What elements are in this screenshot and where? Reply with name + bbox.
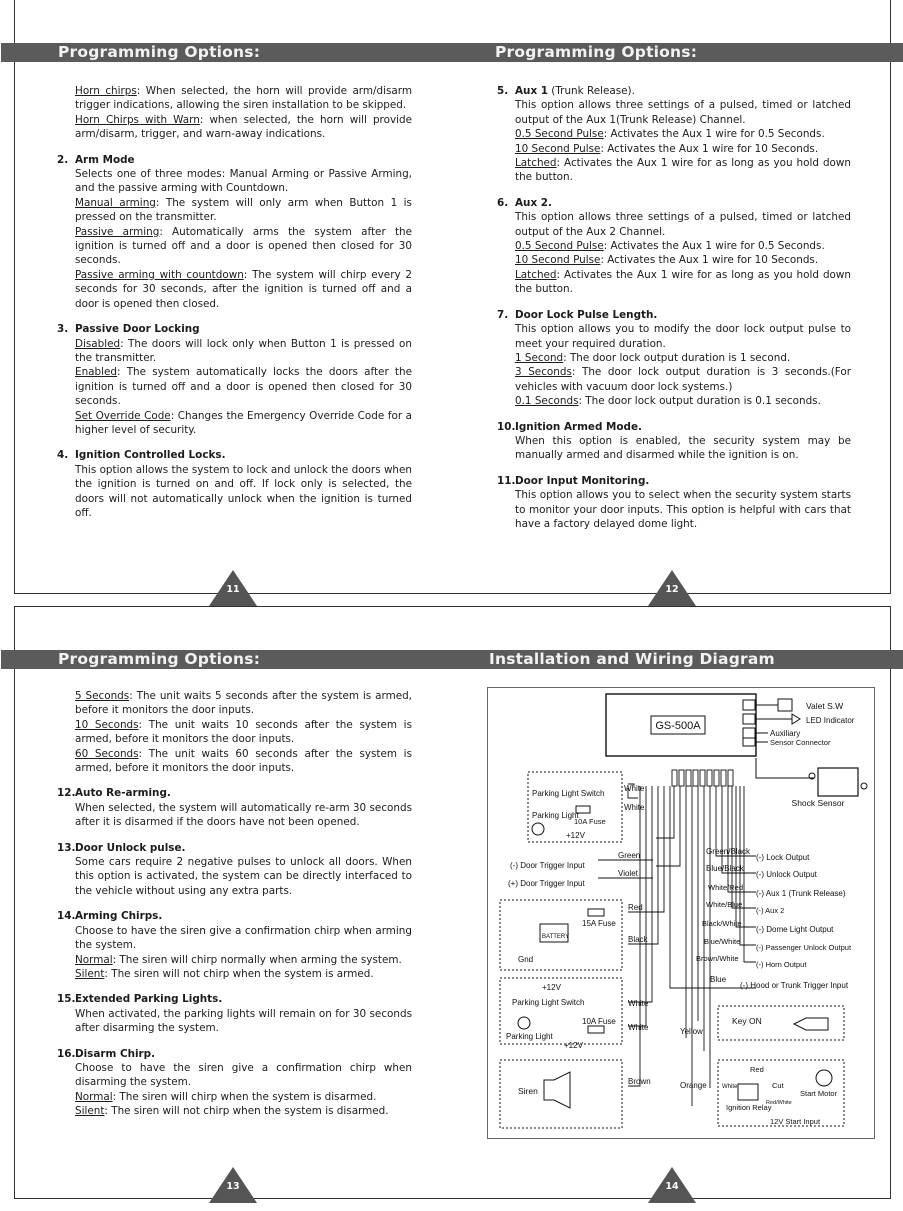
option-label: Enabled: [75, 366, 117, 379]
option-text: : Changes the Emergency Override Code for a higher level of security.: [75, 409, 412, 436]
page12-number: 12: [665, 584, 679, 595]
item-number: 10.: [497, 420, 516, 433]
output-label-1: (-) Unlock Output: [756, 870, 817, 879]
option-text: : Activates the Aux 1 wire for as long as you hold down the button.: [515, 157, 851, 184]
orange-wire-label: Orange: [680, 1081, 707, 1090]
start-motor-icon: [816, 1070, 832, 1086]
parking2-wire-white-1: White: [628, 999, 649, 1008]
option-line: [515, 365, 851, 394]
start-red-label: Red: [750, 1065, 764, 1074]
item-title: Aux 2.: [515, 196, 552, 209]
option-line: [75, 953, 412, 967]
item-body: [497, 210, 851, 296]
shock-sensor-label: Shock Sensor: [791, 798, 845, 808]
item-number: 4.: [57, 449, 69, 462]
pos-door-trigger-label: (+) Door Trigger Input: [508, 879, 585, 888]
option-line: [515, 351, 851, 365]
page13-number-tab: [209, 1167, 257, 1203]
item-description: When this option is enabled, the security system may be manually armed and disarmed while the ignition is on.: [515, 434, 851, 462]
page13-content: [57, 689, 412, 1130]
item-heading: [57, 322, 412, 336]
list-item: [57, 786, 412, 829]
parking-light-label-2: Parking Light: [506, 1032, 553, 1041]
option-text: : The door lock output duration is 0.1 seconds.: [578, 395, 821, 408]
item-description: This option allows the system to lock and unlock the doors when the ignition is turned on and off. If lock only is selected, the doors will not automatically unlock when the ignition is turned off.: [75, 463, 412, 519]
option-text: : The unit waits 5 seconds after the system is armed, before it monitors the door inputs.: [75, 690, 412, 717]
option-line: [75, 1090, 412, 1104]
item-number: 12.: [57, 787, 76, 800]
page13-header: Programming Options:: [58, 650, 261, 668]
cut-label: Cut: [772, 1081, 784, 1090]
item-number: 5.: [497, 85, 509, 97]
output-label-6: (-) Horn Output: [756, 960, 807, 969]
item-title-suffix: (Trunk Release).: [548, 85, 635, 97]
black-wire-label: Black: [628, 935, 648, 944]
page11-number-tab: [209, 570, 257, 606]
voltage-label-3: +12V: [564, 1041, 583, 1050]
header-bar-top: [1, 43, 903, 62]
option-line: [75, 967, 412, 981]
siren-label: Siren: [518, 1086, 538, 1096]
item-number: 6.: [497, 196, 509, 209]
item-body: [497, 98, 851, 184]
start-white-label: White: [722, 1084, 738, 1090]
fuse-10a-label-2: 10A Fuse: [582, 1017, 616, 1026]
option-label: Normal: [75, 953, 113, 966]
option-text: : The system automatically locks the doors after the ignition is turned off and a door is opened then closed for 30 seconds.: [75, 366, 412, 408]
item-number: 11.: [497, 474, 516, 487]
item-body: [57, 1007, 412, 1036]
option-line: [75, 1104, 412, 1118]
option-text: : Activates the Aux 1 wire for 10 Seconds.: [600, 254, 819, 267]
output-wire-1: Blue/Black: [706, 864, 744, 873]
option-label: Disabled: [75, 337, 121, 350]
option-label: 0.5 Second Pulse: [515, 128, 604, 141]
option-text: : When selected, the horn will provide arm/disarm trigger indications, allowing the siren installation to be skipped.: [75, 85, 412, 112]
start-input-label: 12V Start Input: [770, 1117, 821, 1126]
page11-header: Programming Options:: [58, 43, 261, 61]
option-label: Normal: [75, 1090, 113, 1103]
option-label: 0.5 Second Pulse: [515, 240, 604, 253]
item-description: This option allows you to modify the door lock output pulse to meet your required duration.: [515, 323, 851, 350]
output-label-7: (-) Hood or Trunk Trigger Input: [740, 981, 849, 990]
option-text: : The siren will chirp when the system is disarmed.: [112, 1090, 377, 1103]
header-bar-bottom: [1, 650, 903, 669]
list-item: [57, 322, 412, 437]
list-item: [57, 448, 412, 520]
output-label-2: (-) Aux 1 (Trunk Release): [756, 889, 846, 898]
page13-number: 13: [226, 1181, 240, 1192]
list-item: [57, 1047, 412, 1119]
item-description: Choose to have the siren give a confirmation chirp when disarming the system.: [75, 1061, 412, 1089]
option-line: [75, 718, 412, 747]
wiring-diagram-svg: [488, 688, 876, 1140]
item-number: 14.: [57, 910, 76, 923]
red-wire-label: Red: [628, 903, 643, 912]
item-number: 2.: [57, 153, 69, 166]
violet-wire-label: Violet: [618, 869, 638, 878]
item-description: When activated, the parking lights will remain on for 30 seconds after disarming the system.: [75, 1007, 412, 1035]
item-title: Door Input Monitoring.: [515, 474, 650, 487]
auxiliary-label: Auxiliary: [770, 729, 801, 738]
item-body: [57, 463, 412, 521]
option-label: 1 Second: [515, 351, 564, 364]
green-wire-label: Green: [618, 851, 641, 860]
shock-sensor-box: [818, 768, 858, 796]
option-label: Silent: [75, 1105, 105, 1118]
item-title: Ignition Controlled Locks.: [75, 449, 226, 462]
option-text: : The door lock output duration is 3 seconds.(For vehicles with vacuum door lock systems.): [515, 366, 851, 393]
item-title: Extended Parking Lights.: [75, 993, 223, 1006]
output-wire-7: Blue: [710, 975, 727, 984]
option-text: : The door lock output duration is 1 second.: [563, 351, 791, 364]
voltage-label-1: +12V: [566, 831, 585, 840]
module-pins: [672, 770, 733, 786]
option-text: : The siren will not chirp when the system is disarmed.: [104, 1105, 389, 1118]
sensor-connector-label: Sensor Connector: [770, 738, 831, 747]
option-label: 5 Seconds: [75, 690, 130, 702]
list-item: [497, 84, 851, 185]
item-number: 3.: [57, 323, 69, 336]
option-text: : when selected, the horn will provide arm/disarm, trigger, and warn-away indications.: [75, 113, 412, 141]
option-label: 60 Seconds: [75, 747, 139, 760]
item-description: This option allows three settings of a pulsed, timed or latched output of the Aux 2 Channel.: [515, 211, 851, 238]
parking-light-label-1: Parking Light: [532, 811, 579, 820]
page14-header: Installation and Wiring Diagram: [489, 650, 775, 668]
item-body: [497, 488, 851, 531]
item-title: Arming Chirps.: [75, 910, 163, 923]
option-text: : The siren will not chirp when the system is armed.: [104, 967, 374, 980]
list-item: [57, 909, 412, 981]
list-item: [57, 992, 412, 1035]
page11-content: [57, 84, 412, 531]
item-title: Auto Re-arming.: [75, 787, 171, 800]
key-on-label: Key ON: [732, 1016, 762, 1026]
output-wire-2: White/Red: [708, 883, 744, 892]
item-body: [497, 322, 851, 408]
page11-number: 11: [226, 584, 240, 595]
item-title: Disarm Chirp.: [75, 1047, 156, 1060]
option-text: : The unit waits 60 seconds after the system is armed, before it monitors the door inputs.: [75, 747, 412, 775]
output-label-3: (-) Aux 2: [756, 906, 785, 915]
option-line: [75, 409, 412, 438]
output-wire-4: Black/White: [702, 919, 742, 928]
item-body: [57, 167, 412, 311]
option-label: 10 Second Pulse: [515, 254, 601, 267]
item-body: [57, 801, 412, 830]
output-wire-5: Blue/White: [704, 937, 741, 946]
redwhite-label: Red/White: [766, 1100, 792, 1106]
option-label: Horn chirps: [75, 85, 137, 97]
option-line: [75, 84, 412, 113]
gnd-label: Gnd: [518, 955, 534, 964]
item-description: When selected, the system will automatically re-arm 30 seconds after it is disarmed if the doors have not been opened.: [75, 801, 412, 829]
option-text: : Activates the Aux 1 wire for as long as you hold down the button.: [515, 268, 851, 296]
option-line: [75, 689, 412, 718]
item-heading: [497, 420, 851, 434]
item-number: 16.: [57, 1047, 76, 1060]
option-label: Manual arming: [75, 196, 156, 209]
option-label: 3 Seconds: [515, 366, 572, 379]
parking-switch-label-1: Parking Light Switch: [532, 789, 605, 798]
option-text: : The doors will lock only when Button 1 is pressed on the transmitter.: [75, 337, 412, 364]
option-label: 10 Seconds: [75, 718, 139, 731]
output-wire-0: Green/Black: [706, 847, 751, 856]
option-line: [75, 196, 412, 225]
option-label: 10 Second Pulse: [515, 142, 601, 155]
item-heading: [497, 474, 851, 488]
bottom-spread: [14, 606, 891, 1199]
item-title: Aux 1: [515, 85, 548, 97]
option-text: : Automatically arms the system after the ignition is turned off and a door is opened then closed for 30 seconds.: [75, 225, 413, 267]
top-spread: [14, 0, 891, 594]
option-line: [75, 365, 412, 408]
ignition-relay-label: Ignition Relay: [726, 1103, 772, 1112]
option-line: [515, 394, 851, 408]
list-item: [497, 474, 851, 532]
option-line: [75, 337, 412, 366]
item-title: Door Lock Pulse Length.: [515, 308, 658, 321]
parking-switch-label-2: Parking Light Switch: [512, 998, 585, 1007]
valet-switch-label: Valet S.W: [806, 701, 844, 711]
module-label: GS-500A: [655, 720, 701, 732]
option-label: Passive arming: [75, 225, 160, 238]
option-line: [75, 225, 412, 268]
brown-wire-label: Brown: [628, 1077, 651, 1086]
item-body: [57, 337, 412, 438]
output-label-0: (-) Lock Output: [756, 853, 810, 862]
option-text: : Activates the Aux 1 wire for 10 Seconds.: [600, 142, 819, 155]
option-label: 0.1 Seconds: [515, 395, 579, 408]
item-number: 13.: [57, 841, 76, 854]
option-line: [515, 268, 851, 297]
option-line: [75, 113, 412, 142]
output-wire-6: Brown/White: [696, 954, 739, 963]
list-item: [497, 196, 851, 297]
fuse-10a-label-1: 10A Fuse: [574, 817, 606, 826]
option-line: [515, 253, 851, 267]
item-heading: [57, 992, 412, 1006]
item-body: [57, 924, 412, 982]
list-item: [497, 308, 851, 409]
parking2-wire-white-2: White: [628, 1023, 649, 1032]
option-line: [515, 156, 851, 185]
item-title: Arm Mode: [75, 153, 135, 166]
option-line: [515, 142, 851, 156]
item-title: Passive Door Locking: [75, 323, 200, 336]
item-description: Some cars require 2 negative pulses to unlock all doors. When this option is activated, the system can be directly interfaced to the vehicle without using any extra parts.: [75, 856, 412, 897]
output-wire-3: White/Blue: [706, 900, 743, 909]
item-title: Ignition Armed Mode.: [515, 420, 642, 433]
list-item: [57, 153, 412, 311]
option-label: Horn Chirps with Warn: [75, 113, 200, 126]
item-title: Door Unlock pulse.: [75, 841, 186, 854]
page12-number-tab: [648, 570, 696, 606]
option-text: : The system will only arm when Button 1 is pressed on the transmitter.: [75, 196, 412, 224]
battery-label: BATTERY: [542, 934, 570, 940]
option-text: : The system will chirp every 2 seconds for 30 seconds, after the ignition is turned off and a door is opened then closed.: [75, 268, 413, 310]
item-heading: [57, 786, 412, 800]
list-item: [497, 420, 851, 463]
output-label-4: (-) Dome Light Output: [756, 925, 834, 934]
page14-number: 14: [665, 1181, 679, 1192]
item-body: [57, 855, 412, 898]
page14-number-tab: [648, 1167, 696, 1203]
parking-wire-white-2: White: [624, 803, 645, 812]
item-description: This option allows you to select when the security system starts to monitor your door inputs. This option is helpful with cars that have a factory delayed dome light.: [515, 489, 851, 530]
option-label: Latched: [515, 157, 557, 170]
item-number: 15.: [57, 993, 76, 1006]
option-label: Passive arming with countdown: [75, 268, 244, 281]
wiring-diagram: [487, 687, 875, 1139]
option-label: Latched: [515, 268, 557, 281]
option-line: [515, 239, 851, 253]
key-icon: [794, 1018, 828, 1030]
item-heading: [57, 448, 412, 462]
list-item: [57, 841, 412, 899]
item-body: [57, 1061, 412, 1119]
led-indicator-label: LED Indicator: [806, 716, 855, 725]
item-heading: [497, 196, 851, 210]
option-line: [75, 268, 412, 311]
item-heading: [57, 153, 412, 167]
option-line: [75, 747, 412, 776]
item-heading: [57, 909, 412, 923]
item-heading: [497, 84, 851, 98]
item-body: [497, 434, 851, 463]
option-label: Set Override Code: [75, 409, 171, 422]
voltage-label-2: +12V: [542, 983, 561, 992]
option-text: : The siren will chirp normally when arming the system.: [112, 953, 402, 966]
yellow-wire-label: Yellow: [680, 1027, 703, 1036]
start-motor-label: Start Motor: [800, 1089, 838, 1098]
page12-content: [497, 84, 851, 542]
option-text: : Activates the Aux 1 wire for 0.5 Seconds.: [603, 128, 825, 141]
output-label-5: (-) Passenger Unlock Output: [756, 943, 852, 952]
item-description: Selects one of three modes: Manual Arming or Passive Arming, and the passive arming with Countdown.: [75, 168, 412, 195]
item-description: Choose to have the siren give a confirmation chirp when arming the system.: [75, 924, 412, 952]
neg-door-trigger-label: (-) Door Trigger Input: [510, 861, 585, 870]
parking-wire-white-1: White: [624, 784, 645, 793]
intro-block: [57, 84, 412, 142]
fuse-15a-label: 15A Fuse: [582, 919, 616, 928]
item-description: This option allows three settings of a pulsed, timed or latched output of the Aux 1(Trunk Release) Channel.: [515, 99, 851, 126]
siren-icon: [544, 1072, 570, 1108]
item-heading: [497, 308, 851, 322]
item-number: 7.: [497, 308, 509, 321]
option-text: : Activates the Aux 1 wire for 0.5 Seconds.: [603, 240, 825, 253]
option-line: [515, 127, 851, 141]
page12-header: Programming Options:: [495, 43, 698, 61]
intro-block: [57, 689, 412, 775]
option-text: : The unit waits 10 seconds after the system is armed, before it monitors the door inputs.: [75, 718, 412, 746]
item-heading: [57, 1047, 412, 1061]
option-label: Silent: [75, 967, 105, 980]
item-heading: [57, 841, 412, 855]
